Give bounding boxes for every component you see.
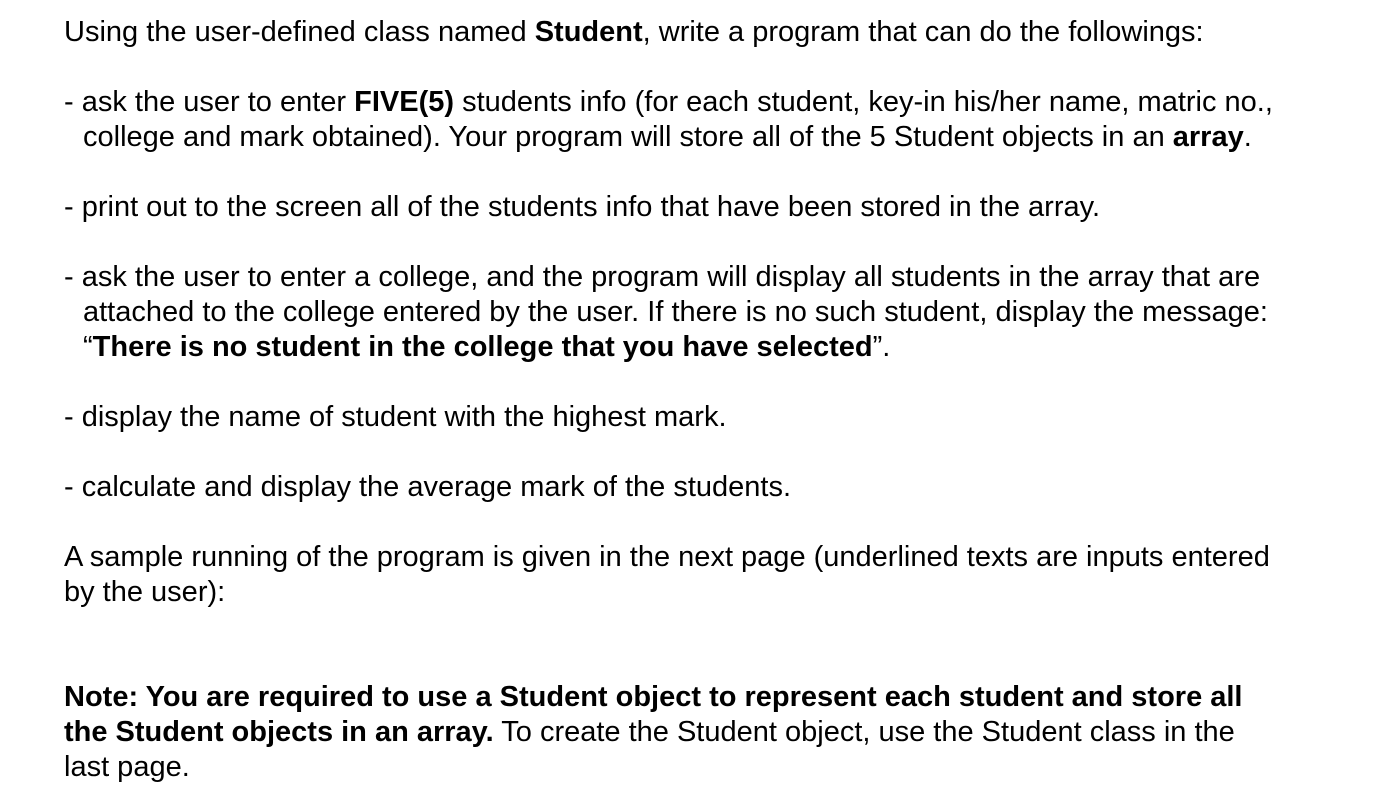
- bullet-1-line-1: [64, 86, 1273, 118]
- bullet-3-quote-open: “: [83, 331, 93, 363]
- intro-class-name: Student: [534, 16, 643, 48]
- sample-line-1: A sample running of the program is given in the next page (underlined texts are inputs entered: [64, 541, 1270, 573]
- bullet-highest-mark: [64, 400, 1354, 435]
- bullet-1-text: - ask the user to enter: [64, 86, 355, 118]
- bullet-3-message: There is no student in the college that you have selected: [92, 331, 873, 363]
- bullet-3-line-1: - ask the user to enter a college, and the program will display all students in the array that are: [64, 261, 1261, 293]
- bullet-1-line-2-post: .: [1243, 121, 1252, 153]
- bullet-3-quote-close: ”.: [872, 331, 891, 363]
- bullet-average-mark: [64, 470, 1354, 505]
- note-bold-line-2: the Student objects in an array.: [64, 716, 494, 748]
- intro-text-1: Using the user-defined class named: [64, 16, 535, 48]
- note-paragraph: [64, 680, 1354, 785]
- note-text-2: To create the Student object, use the Student class in the: [493, 716, 1235, 748]
- bullet-4-text: - display the name of student with the highest mark.: [64, 401, 727, 433]
- sample-line-2: by the user):: [64, 576, 226, 608]
- bullet-3-line-2: attached to the college entered by the user. If there is no such student, display the message:: [83, 296, 1268, 328]
- intro-paragraph: [64, 15, 1354, 50]
- bullet-1-line-2: [64, 120, 1354, 155]
- note-bold-line-1: Note: You are required to use a Student object to represent each student and store all: [64, 681, 1243, 713]
- bullet-5-text: - calculate and display the average mark of the students.: [64, 471, 792, 503]
- bullet-1-bold-array: array: [1172, 121, 1244, 153]
- note-text-3: last page.: [64, 751, 190, 783]
- bullet-1-text-post: students info (for each student, key-in his/her name, matric no.,: [454, 86, 1273, 118]
- bullet-college-search: [64, 260, 1354, 365]
- document-page: [64, 15, 1354, 785]
- bullet-2-text: - print out to the screen all of the students info that have been stored in the array.: [64, 191, 1101, 223]
- intro-text-2: , write a program that can do the followings:: [642, 16, 1204, 48]
- bullet-3-line-3: [64, 330, 1354, 365]
- bullet-print-students: [64, 190, 1354, 225]
- bullet-1-bold-count: FIVE(5): [354, 86, 455, 118]
- bullet-1-line-2-text: college and mark obtained). Your program will store all of the 5 Student objects in an: [83, 121, 1173, 153]
- bullet-enter-students: [64, 85, 1354, 155]
- sample-paragraph: [64, 540, 1354, 610]
